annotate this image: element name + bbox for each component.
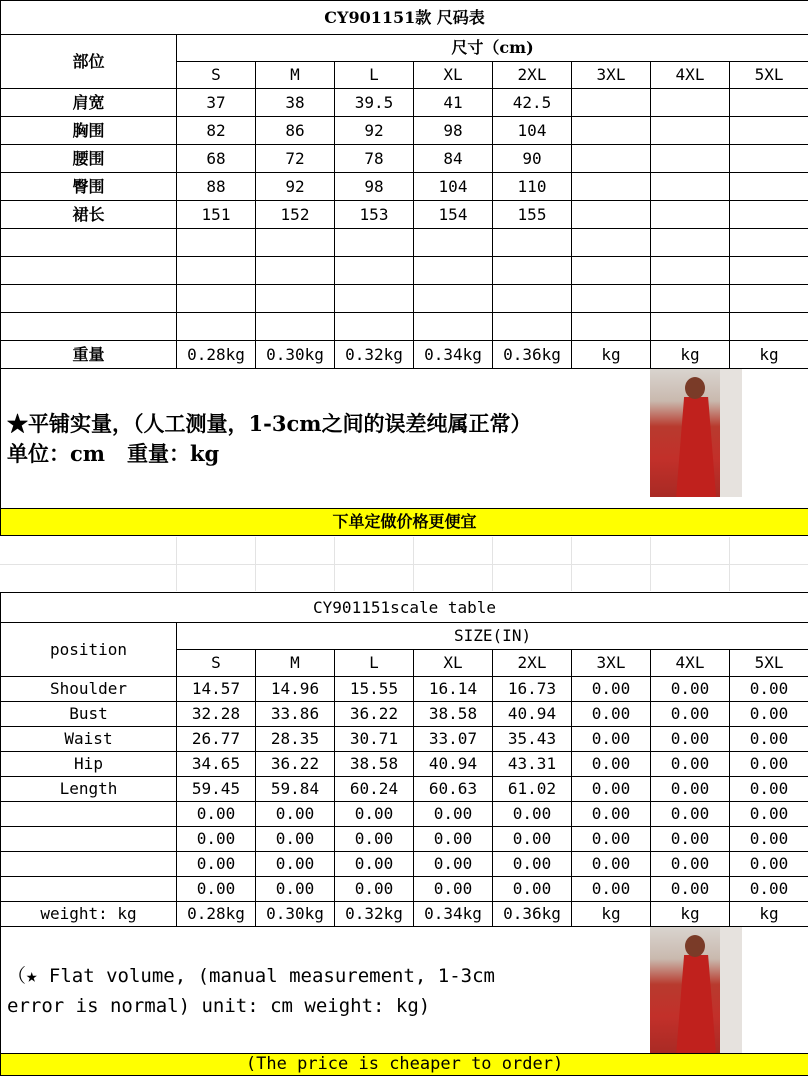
row-label — [1, 229, 177, 257]
measurement-row — [1, 229, 808, 257]
measurement-cell: 40.94 — [493, 702, 572, 727]
weight-cell: 0.28kg — [177, 902, 256, 927]
measurement-cell: 0.00 — [414, 852, 493, 877]
row-label — [1, 257, 177, 285]
measurement-cell: 34.65 — [177, 752, 256, 777]
measurement-cell: 0.00 — [651, 777, 730, 802]
measurement-cell — [256, 229, 335, 257]
measurement-cell: 0.00 — [335, 877, 414, 902]
weight-cell: 0.30kg — [256, 902, 335, 927]
measurement-cell — [572, 229, 651, 257]
cn-note-text: ★平铺实量，（人工测量，1-3cm之间的误差纯属正常） 单位：cm 重量：kg — [7, 411, 532, 466]
size-label: 4XL — [651, 650, 730, 677]
measurement-cell: 0.00 — [572, 752, 651, 777]
measurement-row — [1, 777, 808, 802]
cn-size-chart — [0, 0, 808, 536]
measurement-cell: 0.00 — [572, 852, 651, 877]
measurement-cell: 0.00 — [335, 802, 414, 827]
measurement-cell: 0.00 — [651, 677, 730, 702]
measurement-cell: 60.24 — [335, 777, 414, 802]
size-label: XL — [414, 62, 493, 89]
size-label: 5XL — [730, 650, 808, 677]
measurement-cell: 78 — [335, 145, 414, 173]
measurement-cell: 0.00 — [493, 877, 572, 902]
measurement-cell: 0.00 — [651, 877, 730, 902]
spreadsheet-gap — [0, 537, 808, 591]
en-weight-row — [1, 902, 808, 927]
size-label: L — [335, 650, 414, 677]
measurement-cell — [177, 257, 256, 285]
measurement-cell: 88 — [177, 173, 256, 201]
row-label: 臀围 — [1, 173, 177, 201]
weight-cell: kg — [730, 341, 808, 369]
measurement-cell: 0.00 — [335, 852, 414, 877]
row-label — [1, 285, 177, 313]
weight-cell: 0.34kg — [414, 341, 493, 369]
en-size-table — [0, 592, 808, 1076]
measurement-cell: 0.00 — [651, 702, 730, 727]
weight-cell: 0.36kg — [493, 902, 572, 927]
measurement-cell — [572, 89, 651, 117]
measurement-cell: 110 — [493, 173, 572, 201]
size-label: L — [335, 62, 414, 89]
en-order-banner: (The price is cheaper to order) — [1, 1054, 808, 1076]
measurement-row — [1, 752, 808, 777]
weight-cell: kg — [572, 341, 651, 369]
measurement-cell: 0.00 — [256, 827, 335, 852]
row-label: 胸围 — [1, 117, 177, 145]
measurement-cell — [730, 313, 808, 341]
en-size-header: SIZE(IN) — [177, 623, 808, 650]
measurement-cell: 0.00 — [177, 802, 256, 827]
measurement-cell — [256, 313, 335, 341]
measurement-cell — [335, 257, 414, 285]
measurement-cell: 0.00 — [256, 802, 335, 827]
measurement-row — [1, 852, 808, 877]
size-label: XL — [414, 650, 493, 677]
measurement-cell — [335, 313, 414, 341]
measurement-cell — [730, 145, 808, 173]
measurement-cell: 0.00 — [730, 752, 808, 777]
measurement-cell — [335, 229, 414, 257]
measurement-cell: 90 — [493, 145, 572, 173]
row-label: 腰围 — [1, 145, 177, 173]
measurement-cell — [730, 117, 808, 145]
measurement-cell: 36.22 — [256, 752, 335, 777]
row-label — [1, 802, 177, 827]
measurement-cell — [651, 89, 730, 117]
measurement-row — [1, 677, 808, 702]
weight-cell: kg — [651, 902, 730, 927]
cn-weight-row — [1, 341, 808, 369]
measurement-cell: 38 — [256, 89, 335, 117]
measurement-cell: 60.63 — [414, 777, 493, 802]
measurement-cell: 40.94 — [414, 752, 493, 777]
measurement-cell — [493, 313, 572, 341]
measurement-cell: 26.77 — [177, 727, 256, 752]
weight-cell: 0.32kg — [335, 902, 414, 927]
weight-cell: kg — [730, 902, 808, 927]
measurement-cell — [572, 145, 651, 173]
measurement-cell: 32.28 — [177, 702, 256, 727]
measurement-cell — [651, 229, 730, 257]
cn-size-table — [0, 0, 808, 536]
weight-cell: 0.34kg — [414, 902, 493, 927]
measurement-cell — [730, 285, 808, 313]
measurement-cell: 98 — [414, 117, 493, 145]
measurement-cell: 0.00 — [414, 827, 493, 852]
measurement-cell: 0.00 — [256, 877, 335, 902]
measurement-cell — [493, 257, 572, 285]
measurement-cell: 68 — [177, 145, 256, 173]
measurement-cell — [651, 257, 730, 285]
measurement-cell — [730, 173, 808, 201]
measurement-cell: 0.00 — [730, 677, 808, 702]
measurement-cell: 0.00 — [730, 702, 808, 727]
measurement-cell: 37 — [177, 89, 256, 117]
measurement-cell — [572, 173, 651, 201]
measurement-cell: 0.00 — [651, 727, 730, 752]
measurement-cell: 0.00 — [572, 877, 651, 902]
measurement-row — [1, 285, 808, 313]
size-label: S — [177, 62, 256, 89]
measurement-cell: 42.5 — [493, 89, 572, 117]
measurement-cell: 39.5 — [335, 89, 414, 117]
measurement-cell — [177, 229, 256, 257]
size-label: M — [256, 650, 335, 677]
size-label: 5XL — [730, 62, 808, 89]
measurement-cell: 0.00 — [572, 827, 651, 852]
row-label — [1, 877, 177, 902]
en-size-chart — [0, 592, 808, 1076]
cn-size-header: 尺寸（cm) — [177, 35, 808, 62]
measurement-cell: 61.02 — [493, 777, 572, 802]
measurement-cell — [177, 313, 256, 341]
measurement-row — [1, 802, 808, 827]
row-label: Length — [1, 777, 177, 802]
en-note-text: （★ Flat volume, (manual measurement, 1-3cm error is normal) unit: cm weight: kg) — [7, 965, 495, 1017]
measurement-cell: 33.86 — [256, 702, 335, 727]
measurement-cell: 38.58 — [335, 752, 414, 777]
measurement-row — [1, 201, 808, 229]
weight-cell: 0.36kg — [493, 341, 572, 369]
measurement-cell: 104 — [493, 117, 572, 145]
measurement-cell: 0.00 — [414, 802, 493, 827]
measurement-cell: 0.00 — [651, 827, 730, 852]
weight-cell: kg — [651, 341, 730, 369]
row-label: Bust — [1, 702, 177, 727]
size-label: M — [256, 62, 335, 89]
measurement-cell: 0.00 — [335, 827, 414, 852]
measurement-cell: 16.14 — [414, 677, 493, 702]
measurement-cell: 0.00 — [730, 777, 808, 802]
measurement-cell — [335, 285, 414, 313]
measurement-cell — [572, 201, 651, 229]
measurement-cell: 0.00 — [651, 802, 730, 827]
en-table-title: CY901151scale table — [1, 593, 808, 623]
measurement-cell: 0.00 — [493, 852, 572, 877]
size-label: 2XL — [493, 62, 572, 89]
cn-measurement-rows — [1, 89, 808, 341]
measurement-cell: 0.00 — [572, 677, 651, 702]
measurement-cell — [572, 257, 651, 285]
measurement-cell: 0.00 — [177, 877, 256, 902]
size-label: 2XL — [493, 650, 572, 677]
measurement-cell: 14.96 — [256, 677, 335, 702]
measurement-row — [1, 145, 808, 173]
measurement-cell: 0.00 — [730, 877, 808, 902]
measurement-cell: 0.00 — [493, 827, 572, 852]
measurement-cell — [651, 145, 730, 173]
row-label — [1, 827, 177, 852]
measurement-cell — [414, 257, 493, 285]
measurement-cell: 0.00 — [651, 752, 730, 777]
measurement-cell: 14.57 — [177, 677, 256, 702]
en-note-area — [1, 927, 808, 1054]
measurement-cell: 155 — [493, 201, 572, 229]
measurement-cell: 38.58 — [414, 702, 493, 727]
measurement-cell — [651, 173, 730, 201]
measurement-row — [1, 117, 808, 145]
row-label: 肩宽 — [1, 89, 177, 117]
row-label — [1, 852, 177, 877]
cn-order-banner: 下单定做价格更便宜 — [1, 509, 808, 536]
measurement-cell: 15.55 — [335, 677, 414, 702]
measurement-row — [1, 89, 808, 117]
measurement-row — [1, 877, 808, 902]
measurement-cell — [256, 285, 335, 313]
product-photo — [650, 369, 742, 497]
measurement-cell — [730, 201, 808, 229]
product-photo — [650, 927, 742, 1054]
measurement-cell — [572, 117, 651, 145]
measurement-cell: 30.71 — [335, 727, 414, 752]
measurement-cell — [651, 285, 730, 313]
measurement-cell — [651, 313, 730, 341]
measurement-cell: 16.73 — [493, 677, 572, 702]
measurement-cell: 104 — [414, 173, 493, 201]
row-label — [1, 313, 177, 341]
measurement-row — [1, 702, 808, 727]
cn-note-area — [1, 369, 808, 509]
weight-cell: 0.28kg — [177, 341, 256, 369]
measurement-cell: 151 — [177, 201, 256, 229]
measurement-cell: 0.00 — [572, 702, 651, 727]
measurement-cell: 36.22 — [335, 702, 414, 727]
measurement-cell: 72 — [256, 145, 335, 173]
measurement-cell: 98 — [335, 173, 414, 201]
weight-label: weight: kg — [1, 902, 177, 927]
weight-cell: 0.32kg — [335, 341, 414, 369]
en-measurement-rows — [1, 677, 808, 902]
weight-label: 重量 — [1, 341, 177, 369]
measurement-cell: 43.31 — [493, 752, 572, 777]
measurement-cell: 0.00 — [177, 827, 256, 852]
measurement-cell: 59.84 — [256, 777, 335, 802]
measurement-row — [1, 727, 808, 752]
measurement-cell: 86 — [256, 117, 335, 145]
measurement-cell — [493, 285, 572, 313]
measurement-cell: 0.00 — [730, 802, 808, 827]
weight-cell: kg — [572, 902, 651, 927]
measurement-cell: 0.00 — [572, 727, 651, 752]
measurement-cell: 152 — [256, 201, 335, 229]
measurement-cell: 0.00 — [572, 777, 651, 802]
measurement-cell: 0.00 — [493, 802, 572, 827]
measurement-cell — [177, 285, 256, 313]
measurement-cell: 154 — [414, 201, 493, 229]
measurement-cell: 92 — [256, 173, 335, 201]
row-label: 裙长 — [1, 201, 177, 229]
en-position-header: position — [1, 623, 177, 677]
measurement-cell: 59.45 — [177, 777, 256, 802]
measurement-cell — [414, 313, 493, 341]
cn-position-header: 部位 — [1, 35, 177, 89]
measurement-cell — [256, 257, 335, 285]
measurement-cell: 153 — [335, 201, 414, 229]
cn-table-title: CY901151款 尺码表 — [1, 1, 808, 35]
measurement-cell — [651, 201, 730, 229]
measurement-cell — [493, 229, 572, 257]
measurement-cell: 0.00 — [730, 727, 808, 752]
measurement-row — [1, 827, 808, 852]
size-label: 4XL — [651, 62, 730, 89]
measurement-cell — [414, 229, 493, 257]
measurement-cell: 0.00 — [730, 827, 808, 852]
measurement-row — [1, 173, 808, 201]
measurement-cell: 0.00 — [256, 852, 335, 877]
measurement-row — [1, 313, 808, 341]
row-label: Waist — [1, 727, 177, 752]
measurement-cell: 0.00 — [414, 877, 493, 902]
measurement-cell — [730, 257, 808, 285]
measurement-cell: 0.00 — [177, 852, 256, 877]
weight-cell: 0.30kg — [256, 341, 335, 369]
measurement-cell: 28.35 — [256, 727, 335, 752]
size-label: S — [177, 650, 256, 677]
measurement-cell: 0.00 — [730, 852, 808, 877]
measurement-cell — [414, 285, 493, 313]
measurement-cell — [730, 229, 808, 257]
measurement-cell: 0.00 — [572, 802, 651, 827]
size-label: 3XL — [572, 650, 651, 677]
measurement-cell: 82 — [177, 117, 256, 145]
measurement-cell: 33.07 — [414, 727, 493, 752]
measurement-cell: 0.00 — [651, 852, 730, 877]
measurement-row — [1, 257, 808, 285]
measurement-cell — [651, 117, 730, 145]
measurement-cell — [572, 313, 651, 341]
row-label: Hip — [1, 752, 177, 777]
measurement-cell: 41 — [414, 89, 493, 117]
measurement-cell: 35.43 — [493, 727, 572, 752]
measurement-cell: 92 — [335, 117, 414, 145]
measurement-cell — [730, 89, 808, 117]
row-label: Shoulder — [1, 677, 177, 702]
measurement-cell: 84 — [414, 145, 493, 173]
measurement-cell — [572, 285, 651, 313]
size-label: 3XL — [572, 62, 651, 89]
